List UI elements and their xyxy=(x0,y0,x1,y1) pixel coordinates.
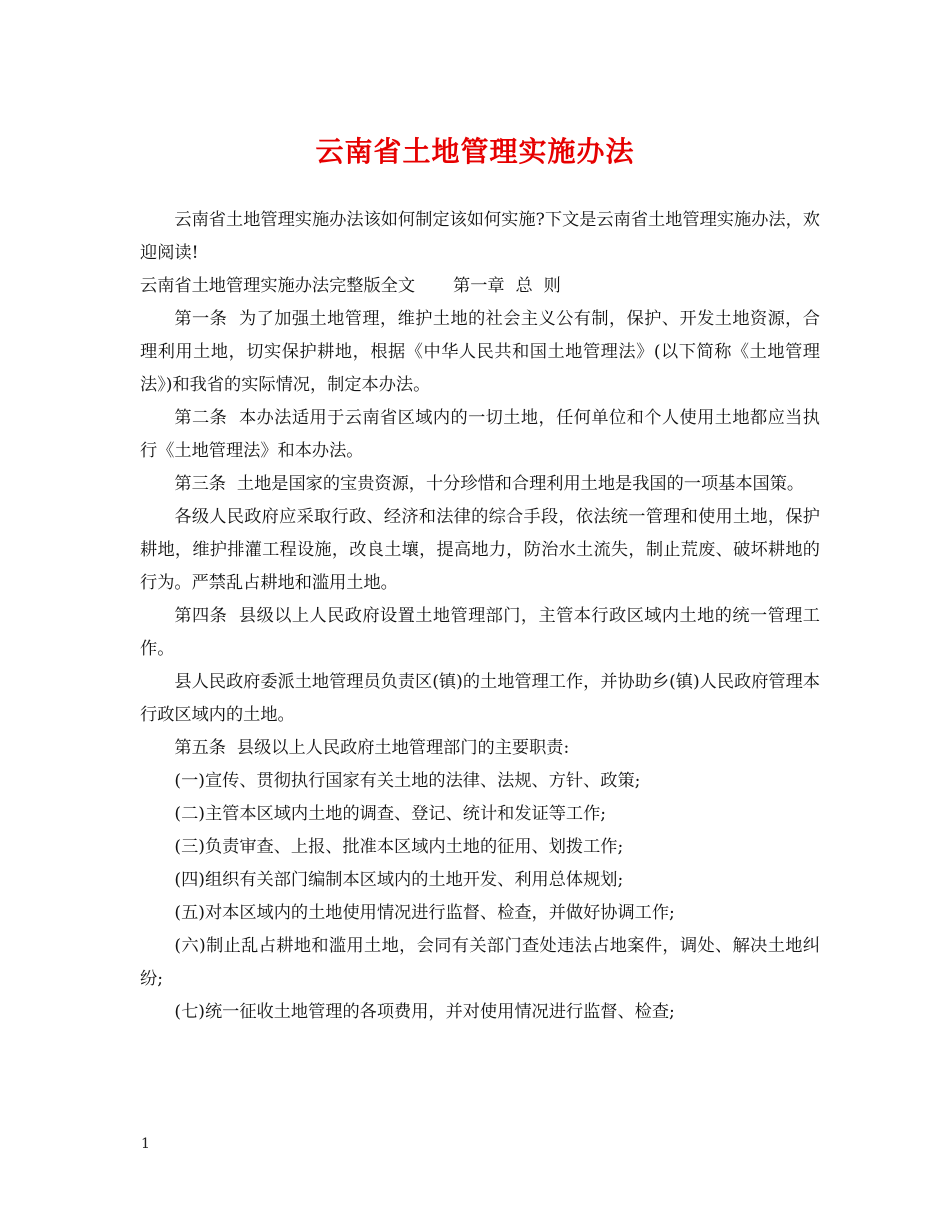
article-paragraph: 各级人民政府应采取行政、经济和法律的综合手段，依法统一管理和使用土地，保护耕地，维护排灌工程设施，改良土壤，提高地力，防治水土流失，制止荒废、破坏耕地的行为。严禁乱占耕地和滥用土地。 xyxy=(140,507,820,593)
article-paragraph: 第四条 县级以上人民政府设置土地管理部门，主管本行政区域内土地的统一管理工作。 xyxy=(140,606,820,659)
article-paragraph: 第三条 土地是国家的宝贵资源，十分珍惜和合理利用土地是我国的一项基本国策。 xyxy=(174,474,805,494)
intro-paragraph: 云南省土地管理实施办法该如何制定该如何实施?下文是云南省土地管理实施办法，欢迎阅读! xyxy=(140,210,820,263)
duty-item: (四)组织有关部门编制本区域内的土地开发、利用总体规划; xyxy=(174,870,624,890)
duty-item: (七)统一征收土地管理的各项费用，并对使用情况进行监督、检查; xyxy=(174,1002,675,1022)
page-number: 1 xyxy=(141,1136,150,1152)
article-paragraph: 县人民政府委派土地管理员负责区(镇)的土地管理工作，并协助乡(镇)人民政府管理本行政区域内的土地。 xyxy=(140,672,820,725)
duty-item: (三)负责审查、上报、批准本区域内土地的征用、划拨工作; xyxy=(174,837,624,857)
duty-item: (六)制止乱占耕地和滥用土地，会同有关部门查处违法占地案件，调处、解决土地纠纷; xyxy=(140,936,820,989)
duty-item: (五)对本区域内的土地使用情况进行监督、检查，并做好协调工作; xyxy=(174,903,675,923)
document-title: 云南省土地管理实施办法 xyxy=(315,135,635,168)
document-body xyxy=(140,204,820,1029)
fulltext-heading-line xyxy=(140,270,820,303)
duty-item: (二)主管本区域内土地的调查、登记、统计和发证等工作; xyxy=(174,804,607,824)
chapter-heading: 第一章 总 则 xyxy=(453,276,561,296)
article-paragraph: 第五条 县级以上人民政府土地管理部门的主要职责: xyxy=(174,738,570,758)
article-paragraph: 第二条 本办法适用于云南省区域内的一切土地，任何单位和个人使用土地都应当执行《土地管理法》和本办法。 xyxy=(140,408,820,461)
fulltext-label: 云南省土地管理实施办法完整版全文 xyxy=(140,276,416,296)
duty-item: (一)宣传、贯彻执行国家有关土地的法律、法规、方针、政策; xyxy=(174,771,641,791)
article-paragraph: 第一条 为了加强土地管理，维护土地的社会主义公有制，保护、开发土地资源，合理利用土地，切实保护耕地，根据《中华人民共和国土地管理法》(以下简称《土地管理法》)和我省的实际情况，制定本办法。 xyxy=(140,309,820,395)
